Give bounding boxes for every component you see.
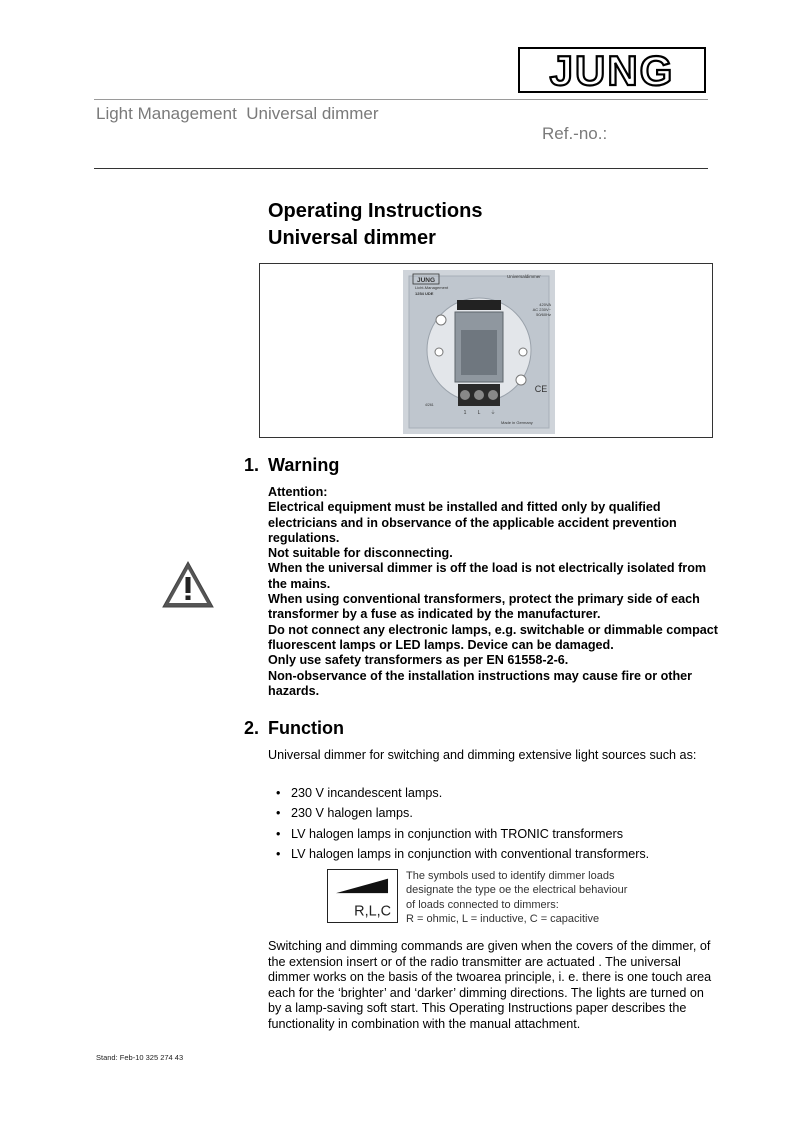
svg-text:1254 UDE: 1254 UDE xyxy=(415,291,434,296)
header-rule xyxy=(94,99,708,100)
warning-line: When using conventional transformers, protect the primary side of each transformer by a fuse as indicated by the manufacturer. xyxy=(268,592,700,622)
svg-text:L: L xyxy=(477,410,481,416)
svg-text:50/60Hz: 50/60Hz xyxy=(536,312,551,317)
svg-text:420VA: 420VA xyxy=(539,302,551,307)
list-item: • 230 V incandescent lamps. xyxy=(276,783,716,803)
warning-text xyxy=(268,485,718,699)
warning-line: When the universal dimmer is off the load is not electrically isolated from the mains. xyxy=(268,561,707,591)
svg-text:1: 1 xyxy=(463,410,467,416)
dimmer-device-image xyxy=(403,270,555,434)
svg-text:⏚: ⏚ xyxy=(490,410,496,416)
logo-text: JUNG xyxy=(549,47,675,93)
list-item: • LV halogen lamps in conjunction with TRONIC transformers xyxy=(276,824,716,844)
warning-line: Electrical equipment must be installed and fitted only by qualified electricians and in observance of the applicable accident prevention regulations. xyxy=(268,500,677,545)
light-source-list xyxy=(276,783,716,864)
warning-line: Do not connect any electronic lamps, e.g. switchable or dimmable compact fluorescent lamps or LED lamps. Device can be damaged. xyxy=(268,622,718,652)
page-title xyxy=(268,198,482,252)
warning-triangle-icon xyxy=(161,560,215,609)
dimmer-load-symbol xyxy=(327,869,398,923)
warning-section-title: Warning xyxy=(268,455,340,475)
warning-section-number: 1. xyxy=(244,455,260,475)
svg-text:Made in Germany: Made in Germany xyxy=(501,420,533,425)
function-section-number: 2. xyxy=(244,718,260,738)
symbol-text-line: designate the type oe the electrical behaviour xyxy=(406,884,628,897)
function-intro: Universal dimmer for switching and dimming extensive light sources such as: xyxy=(268,748,697,762)
svg-text:4/261: 4/261 xyxy=(425,403,434,407)
header-divider xyxy=(94,168,708,169)
svg-text:AC 230V~: AC 230V~ xyxy=(532,307,551,312)
function-section-title: Function xyxy=(268,718,344,738)
symbol-explanation xyxy=(406,869,627,926)
warning-line: Only use safety transformers as per EN 61558-2-6. xyxy=(268,653,569,668)
header-ref-label: Ref.-no.: xyxy=(542,124,608,143)
warning-line: Non-observance of the installation instructions may cause fire or other hazards. xyxy=(268,668,693,698)
function-body: Switching and dimming commands are given when the covers of the dimmer, of the extension insert or of the radio transmitter are actuated . The universal dimmer works on the basis of the twoarea principle, i. e. there is one touch area each for the ‘brighter’ and ‘darker’ dimming directions. The lights are turned on by a lamp-saving soft start. This Operating Instructions paper describes the functionality in combination with the manual attachment. xyxy=(268,939,712,1031)
title-line-2: Universal dimmer xyxy=(268,227,436,249)
warning-line: Attention: xyxy=(268,485,328,499)
svg-text:JUNG: JUNG xyxy=(416,277,436,284)
list-item: • LV halogen lamps in conjunction with conventional transformers. xyxy=(276,844,716,864)
jung-logo xyxy=(518,47,706,93)
warning-line: Not suitable for disconnecting. xyxy=(268,546,453,561)
svg-text:Universaldimmer: Universaldimmer xyxy=(507,274,541,279)
title-line-1: Operating Instructions xyxy=(268,200,483,222)
header-product-line: Light Management Universal dimmer xyxy=(96,104,379,123)
symbol-label: R,L,C xyxy=(354,903,392,920)
footer-stand: Stand: Feb-10 325 274 43 xyxy=(96,1053,184,1062)
symbol-text-line: The symbols used to identify dimmer loads xyxy=(406,870,615,882)
symbol-text-line: of loads connected to dimmers: xyxy=(406,898,559,911)
list-item: • 230 V halogen lamps. xyxy=(276,803,716,823)
symbol-text-line: R = ohmic, L = inductive, C = capacitive xyxy=(406,912,600,925)
svg-text:CE: CE xyxy=(534,384,548,394)
svg-text:Licht-Management: Licht-Management xyxy=(415,285,449,290)
